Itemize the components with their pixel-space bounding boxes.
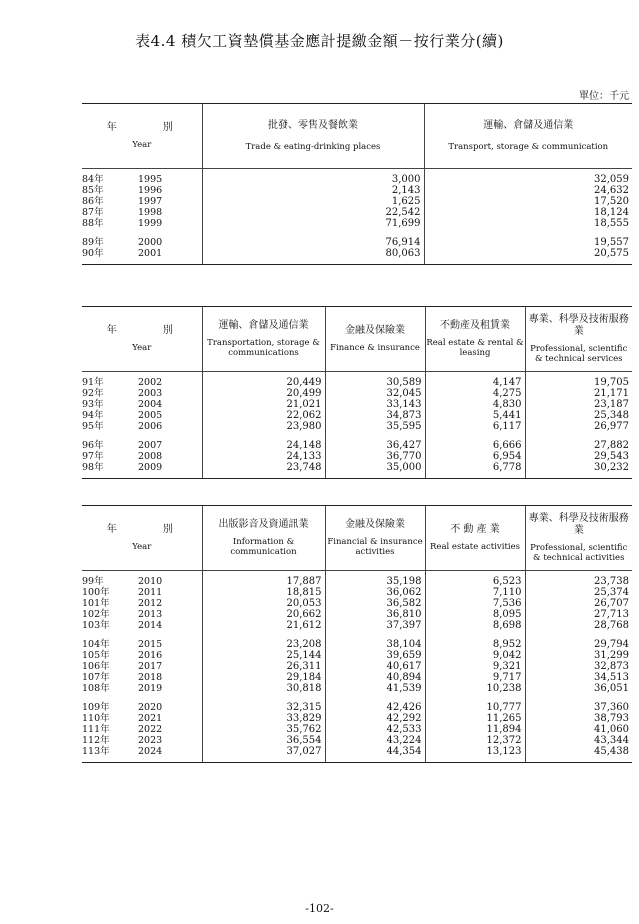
column-header-en: Transportation, storage & communications — [207, 337, 320, 358]
value-cell: 7,110 — [425, 587, 525, 598]
value-cell: 35,595 — [325, 421, 425, 432]
ad-year: 2001 — [138, 247, 163, 259]
ad-year: 2007 — [138, 439, 163, 451]
year-cell — [82, 185, 202, 196]
value-cell: 36,582 — [325, 598, 425, 609]
value-cell: 32,873 — [525, 661, 632, 672]
year-cell — [82, 377, 202, 388]
column-header-en: Real estate activities — [430, 541, 520, 552]
ad-year: 2022 — [138, 723, 163, 735]
ad-year: 1996 — [138, 184, 163, 196]
value-cell: 3,000 — [202, 174, 424, 185]
year-cell — [82, 702, 202, 713]
ad-year: 2006 — [138, 420, 163, 432]
value-cell: 35,000 — [325, 462, 425, 473]
value-cell: 36,554 — [202, 735, 325, 746]
value-cell: 13,123 — [425, 746, 525, 757]
value-cell: 36,062 — [325, 587, 425, 598]
value-cell: 10,238 — [425, 683, 525, 694]
table-row — [82, 735, 632, 746]
value-cell: 27,882 — [525, 440, 632, 451]
roc-year: 113年 — [82, 745, 110, 757]
page-title: 表4.4 積欠工資墊償基金應計提繳金額－按行業分(續) — [135, 32, 504, 50]
value-cell: 44,354 — [325, 746, 425, 757]
column-header-en: Trade & eating-drinking places — [245, 141, 381, 152]
ad-year: 2017 — [138, 660, 163, 672]
table-row — [82, 196, 632, 207]
ad-year: 1999 — [138, 217, 163, 229]
roc-year: 105年 — [82, 649, 110, 661]
column-header — [425, 307, 525, 371]
value-cell: 9,717 — [425, 672, 525, 683]
column-header-zh: 出版影音及資通訊業 — [218, 518, 309, 530]
table-row — [82, 207, 632, 218]
ad-year: 2018 — [138, 671, 163, 683]
value-cell: 40,894 — [325, 672, 425, 683]
value-cell: 6,954 — [425, 451, 525, 462]
year-cell — [82, 620, 202, 631]
value-cell: 31,299 — [525, 650, 632, 661]
year-cell — [82, 713, 202, 724]
column-header — [525, 506, 632, 570]
ad-year: 2024 — [138, 745, 163, 757]
value-cell: 20,662 — [202, 609, 325, 620]
value-cell: 17,520 — [424, 196, 632, 207]
table-row — [82, 724, 632, 735]
value-cell: 28,768 — [525, 620, 632, 631]
roc-year: 87年 — [82, 206, 104, 218]
table-row — [82, 185, 632, 196]
ad-year: 1998 — [138, 206, 163, 218]
value-cell: 4,830 — [425, 399, 525, 410]
year-cell — [82, 421, 202, 432]
value-cell: 37,397 — [325, 620, 425, 631]
roc-year: 93年 — [82, 398, 104, 410]
table-row — [82, 218, 632, 229]
ad-year: 2013 — [138, 608, 163, 620]
roc-year: 107年 — [82, 671, 110, 683]
year-cell — [82, 174, 202, 185]
year-cell — [82, 598, 202, 609]
table-row — [82, 248, 632, 259]
year-cell — [82, 746, 202, 757]
value-cell: 5,441 — [425, 410, 525, 421]
roc-year: 94年 — [82, 409, 104, 421]
roc-year: 106年 — [82, 660, 110, 672]
ad-year: 2023 — [138, 734, 163, 746]
roc-year: 91年 — [82, 376, 104, 388]
roc-year: 84年 — [82, 173, 104, 185]
roc-year: 85年 — [82, 184, 104, 196]
column-header-en: Financial & insurance activities — [327, 536, 423, 557]
year-cell — [82, 248, 202, 259]
table-row — [82, 421, 632, 432]
year-cell — [82, 237, 202, 248]
value-cell: 30,818 — [202, 683, 325, 694]
value-cell: 25,144 — [202, 650, 325, 661]
ad-year: 2010 — [138, 575, 163, 587]
roc-year: 104年 — [82, 638, 110, 650]
roc-year: 89年 — [82, 236, 104, 248]
ad-year: 2016 — [138, 649, 163, 661]
value-cell: 43,344 — [525, 735, 632, 746]
roc-year: 101年 — [82, 597, 110, 609]
table-row — [82, 672, 632, 683]
value-cell: 18,124 — [424, 207, 632, 218]
roc-year: 111年 — [82, 723, 110, 735]
ad-year: 2008 — [138, 450, 163, 462]
table-2 — [82, 306, 632, 479]
value-cell: 29,794 — [525, 639, 632, 650]
column-header — [424, 104, 632, 168]
value-cell: 34,873 — [325, 410, 425, 421]
year-cell — [82, 735, 202, 746]
value-cell: 8,095 — [425, 609, 525, 620]
ad-year: 2002 — [138, 376, 163, 388]
value-cell: 38,793 — [525, 713, 632, 724]
column-header-en: Transport, storage & communication — [448, 141, 609, 152]
roc-year: 96年 — [82, 439, 104, 451]
table-row — [82, 237, 632, 248]
column-header — [425, 506, 525, 570]
column-header-zh: 專業、科學及技術服務業 — [528, 313, 629, 337]
table-row — [82, 440, 632, 451]
value-cell: 42,426 — [325, 702, 425, 713]
value-cell: 6,666 — [425, 440, 525, 451]
roc-year: 112年 — [82, 734, 110, 746]
value-cell: 2,143 — [202, 185, 424, 196]
value-cell: 21,612 — [202, 620, 325, 631]
value-cell: 23,738 — [525, 576, 632, 587]
column-header — [202, 104, 424, 168]
column-header — [525, 307, 632, 371]
table-row — [82, 174, 632, 185]
value-cell: 21,171 — [525, 388, 632, 399]
value-cell: 26,707 — [525, 598, 632, 609]
year-cell — [82, 672, 202, 683]
value-cell: 23,748 — [202, 462, 325, 473]
column-header-zh: 金融及保險業 — [345, 518, 405, 530]
roc-year: 110年 — [82, 712, 110, 724]
value-cell: 26,311 — [202, 661, 325, 672]
value-cell: 18,815 — [202, 587, 325, 598]
value-cell: 4,147 — [425, 377, 525, 388]
year-cell — [82, 196, 202, 207]
value-cell: 22,542 — [202, 207, 424, 218]
value-cell: 29,543 — [525, 451, 632, 462]
value-cell: 36,051 — [525, 683, 632, 694]
column-header-zh: 金融及保險業 — [345, 324, 405, 336]
value-cell: 43,224 — [325, 735, 425, 746]
value-cell: 27,713 — [525, 609, 632, 620]
ad-year: 2020 — [138, 701, 163, 713]
table-row — [82, 576, 632, 587]
value-cell: 9,042 — [425, 650, 525, 661]
table-row — [82, 609, 632, 620]
value-cell: 42,292 — [325, 713, 425, 724]
value-cell: 30,232 — [525, 462, 632, 473]
column-header-en: Professional, scientific & technical services — [530, 343, 628, 364]
year-cell — [82, 399, 202, 410]
column-header — [325, 307, 425, 371]
ad-year: 2000 — [138, 236, 163, 248]
value-cell: 37,360 — [525, 702, 632, 713]
value-cell: 20,449 — [202, 377, 325, 388]
value-cell: 37,027 — [202, 746, 325, 757]
table-3 — [82, 505, 632, 763]
value-cell: 36,810 — [325, 609, 425, 620]
table-1 — [82, 103, 632, 265]
value-cell: 41,060 — [525, 724, 632, 735]
value-cell: 21,021 — [202, 399, 325, 410]
value-cell: 32,315 — [202, 702, 325, 713]
roc-year: 88年 — [82, 217, 104, 229]
roc-year: 108年 — [82, 682, 110, 694]
value-cell: 24,632 — [424, 185, 632, 196]
value-cell: 1,625 — [202, 196, 424, 207]
year-cell — [82, 587, 202, 598]
value-cell: 76,914 — [202, 237, 424, 248]
year-header — [82, 307, 202, 371]
value-cell: 20,053 — [202, 598, 325, 609]
column-header — [202, 307, 325, 371]
unit-label: 單位：千元 — [579, 91, 629, 102]
value-cell: 39,659 — [325, 650, 425, 661]
year-cell — [82, 683, 202, 694]
column-header — [202, 506, 325, 570]
year-cell — [82, 576, 202, 587]
ad-year: 2015 — [138, 638, 163, 650]
ad-year: 2011 — [138, 586, 163, 598]
value-cell: 18,555 — [424, 218, 632, 229]
table-row — [82, 388, 632, 399]
roc-year: 99年 — [82, 575, 104, 587]
column-header-en: Professional, scientific & technical activities — [530, 542, 628, 563]
value-cell: 7,536 — [425, 598, 525, 609]
year-header-zh: 年 別 — [106, 121, 191, 133]
roc-year: 97年 — [82, 450, 104, 462]
table-row — [82, 661, 632, 672]
ad-year: 2003 — [138, 387, 163, 399]
table-row — [82, 399, 632, 410]
value-cell: 8,698 — [425, 620, 525, 631]
value-cell: 80,063 — [202, 248, 424, 259]
roc-year: 109年 — [82, 701, 110, 713]
column-header-en: Information & communication — [230, 536, 297, 557]
table-row — [82, 587, 632, 598]
value-cell: 8,952 — [425, 639, 525, 650]
value-cell: 23,187 — [525, 399, 632, 410]
year-cell — [82, 218, 202, 229]
value-cell: 4,275 — [425, 388, 525, 399]
value-cell: 35,762 — [202, 724, 325, 735]
column-header-en: Finance & insurance — [330, 342, 420, 353]
value-cell: 20,499 — [202, 388, 325, 399]
value-cell: 19,705 — [525, 377, 632, 388]
value-cell: 25,348 — [525, 410, 632, 421]
table-row — [82, 410, 632, 421]
column-header-zh: 運輸、倉儲及通信業 — [483, 119, 574, 131]
roc-year: 86年 — [82, 195, 104, 207]
year-cell — [82, 388, 202, 399]
roc-year: 100年 — [82, 586, 110, 598]
value-cell: 29,184 — [202, 672, 325, 683]
year-cell — [82, 650, 202, 661]
value-cell: 30,589 — [325, 377, 425, 388]
ad-year: 2021 — [138, 712, 163, 724]
value-cell: 40,617 — [325, 661, 425, 672]
roc-year: 90年 — [82, 247, 104, 259]
ad-year: 1997 — [138, 195, 163, 207]
year-cell — [82, 724, 202, 735]
value-cell: 42,533 — [325, 724, 425, 735]
year-header-zh: 年 別 — [106, 523, 191, 535]
value-cell: 19,557 — [424, 237, 632, 248]
year-cell — [82, 661, 202, 672]
year-cell — [82, 207, 202, 218]
value-cell: 45,438 — [525, 746, 632, 757]
ad-year: 2014 — [138, 619, 163, 631]
value-cell: 24,148 — [202, 440, 325, 451]
table-row — [82, 451, 632, 462]
value-cell: 35,198 — [325, 576, 425, 587]
ad-year: 2004 — [138, 398, 163, 410]
column-header-en: Real estate & rental & leasing — [426, 337, 524, 358]
table-row — [82, 650, 632, 661]
value-cell: 17,887 — [202, 576, 325, 587]
column-header-zh: 不動產及租賃業 — [440, 319, 510, 331]
ad-year: 2012 — [138, 597, 163, 609]
value-cell: 6,778 — [425, 462, 525, 473]
value-cell: 22,062 — [202, 410, 325, 421]
year-header — [82, 104, 202, 168]
value-cell: 6,117 — [425, 421, 525, 432]
table-row — [82, 377, 632, 388]
value-cell: 41,539 — [325, 683, 425, 694]
table-row — [82, 639, 632, 650]
column-header-zh: 批發、零售及餐飲業 — [268, 119, 358, 131]
year-header-en: Year — [132, 139, 152, 150]
ad-year: 2005 — [138, 409, 163, 421]
roc-year: 92年 — [82, 387, 104, 399]
value-cell: 9,321 — [425, 661, 525, 672]
ad-year: 2009 — [138, 461, 163, 473]
table-row — [82, 746, 632, 757]
year-cell — [82, 462, 202, 473]
year-cell — [82, 410, 202, 421]
value-cell: 10,777 — [425, 702, 525, 713]
page-number: -102- — [305, 902, 334, 915]
year-header — [82, 506, 202, 570]
value-cell: 23,208 — [202, 639, 325, 650]
value-cell: 36,770 — [325, 451, 425, 462]
value-cell: 32,045 — [325, 388, 425, 399]
year-cell — [82, 639, 202, 650]
value-cell: 11,894 — [425, 724, 525, 735]
value-cell: 38,104 — [325, 639, 425, 650]
table-row — [82, 620, 632, 631]
table-row — [82, 598, 632, 609]
value-cell: 6,523 — [425, 576, 525, 587]
roc-year: 102年 — [82, 608, 110, 620]
value-cell: 25,374 — [525, 587, 632, 598]
value-cell: 36,427 — [325, 440, 425, 451]
roc-year: 98年 — [82, 461, 104, 473]
year-header-en: Year — [132, 342, 152, 353]
year-cell — [82, 440, 202, 451]
column-header — [325, 506, 425, 570]
value-cell: 20,575 — [424, 248, 632, 259]
roc-year: 103年 — [82, 619, 110, 631]
table-row — [82, 683, 632, 694]
ad-year: 2019 — [138, 682, 163, 694]
table-row — [82, 462, 632, 473]
year-cell — [82, 451, 202, 462]
value-cell: 11,265 — [425, 713, 525, 724]
roc-year: 95年 — [82, 420, 104, 432]
value-cell: 33,829 — [202, 713, 325, 724]
year-header-en: Year — [132, 541, 152, 552]
value-cell: 71,699 — [202, 218, 424, 229]
column-header-zh: 運輸、倉儲及通信業 — [218, 319, 309, 331]
table-row — [82, 713, 632, 724]
value-cell: 26,977 — [525, 421, 632, 432]
column-header-zh: 專業、科學及技術服務業 — [528, 512, 629, 536]
value-cell: 12,372 — [425, 735, 525, 746]
column-header-zh: 不 動 產 業 — [450, 523, 500, 535]
table-row — [82, 702, 632, 713]
value-cell: 32,059 — [424, 174, 632, 185]
year-header-zh: 年 別 — [106, 324, 191, 336]
value-cell: 34,513 — [525, 672, 632, 683]
year-cell — [82, 609, 202, 620]
value-cell: 24,133 — [202, 451, 325, 462]
ad-year: 1995 — [138, 173, 163, 185]
value-cell: 23,980 — [202, 421, 325, 432]
value-cell: 33,143 — [325, 399, 425, 410]
